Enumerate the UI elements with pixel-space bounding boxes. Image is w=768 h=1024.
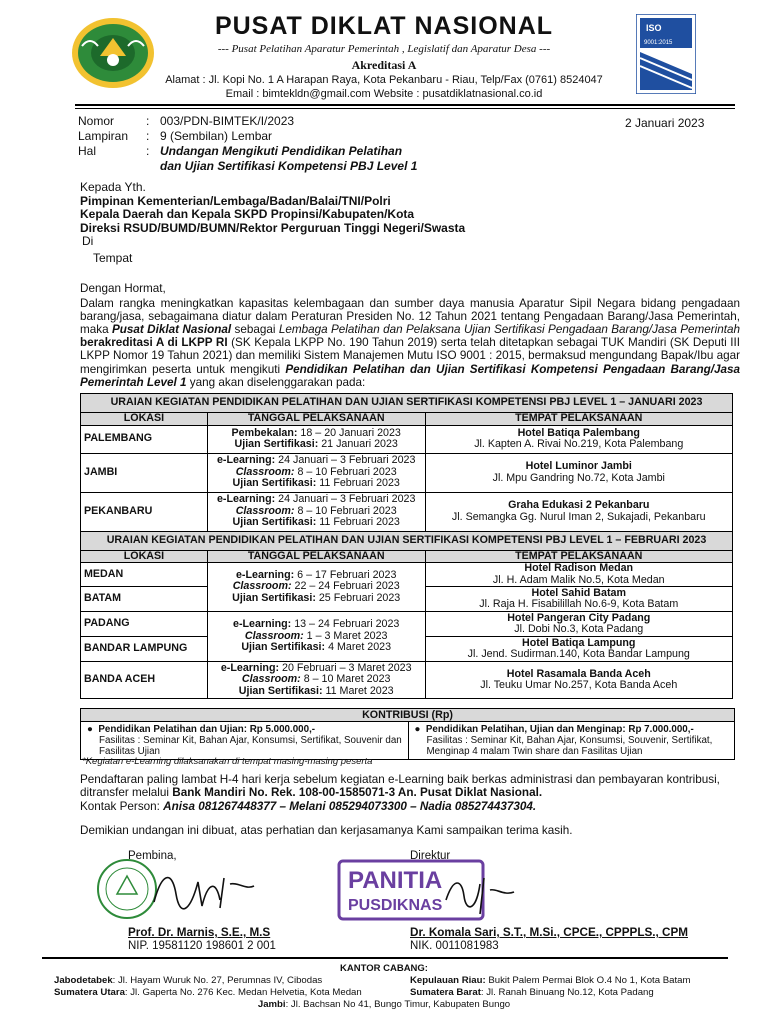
nomor-label: Nomor [78,114,115,128]
footer-divider [42,957,728,959]
branch-kepri: Kepulauan Riau: Bukit Palem Permai Blok O.4 No 1, Kota Batam [410,975,691,986]
hal-value: Undangan Mengikuti Pendidikan Pelatihan dan Ujian Sertifikasi Kompetensi PBJ Level 1 [160,144,418,173]
january-table-title: URAIAN KEGIATAN PENDIDIKAN PELATIHAN DAN UJIAN SERTIFIKASI KOMPETENSI PBJ LEVEL 1 – JANUARI 2023 [81,394,733,413]
table-row: JAMBI e-Learning: 24 Januari – 3 Februari 2023 Classroom: 8 – 10 Februari 2023 Ujian Sertifikasi: 11 Februari 2023 Hotel Luminor Jambi Jl. Mpu Gandring No.72, Kota Jambi [81,453,733,492]
lampiran-value: 9 (Sembilan) Lembar [160,129,273,143]
letter-date: 2 Januari 2023 [625,116,705,130]
contribution-title: KONTRIBUSI (Rp) [81,709,734,722]
branch-sumut: Sumatera Utara: Jl. Gaperta No. 276 Kec. Medan Helvetia, Kota Medan [54,987,362,998]
left-signatory-id: NIP. 19581120 198601 2 001 [128,940,276,952]
svg-text:9001:2015: 9001:2015 [644,40,673,46]
elearning-note: *Kegiatan e-Learning dilaksanakan di tempat masing-masing peserta [82,756,373,767]
letter-body [80,282,740,389]
bullet-icon: ● [87,724,99,735]
table-row: PADANG e-Learning: 13 – 24 Februari 2023 Classroom: 1 – 3 Maret 2023 Ujian Sertifikasi: 4 Maret 2023 Hotel Pangeran City Padang Jl. Dobi No.3, Kota Padang [81,612,733,637]
bullet-icon: ● [414,724,426,735]
table-row: PALEMBANG Pembekalan: 18 – 20 Januari 2023 Ujian Sertifikasi: 21 Januari 2023 Hotel Batiqa Palembang Jl. Kapten A. Rivai No.219, Kota Palembang [81,425,733,453]
branch-jabodetabek: Jabodetabek: Jl. Hayam Wuruk No. 27, Perumnas IV, Cibodas [54,975,323,986]
registration-paragraph: Pendaftaran paling lambat H-4 hari kerja sebelum kegiatan e-Learning baik berkas administrasi dan pembayaran kontribusi, ditransfer melalui Bank Mandiri No. Rek. 108-00-1585071-3 An. Pusat Diklat Nasional. Kontak Person: Anisa 081267448377 – Melani 085294073300 – Nadia 085274437304. [80,773,720,813]
letterhead-address: Alamat : Jl. Kopi No. 1 A Harapan Raya, Kota Pekanbaru - Riau, Telp/Fax (0761) 8524047 [165,74,603,86]
left-signatory-title: Pembina, [128,850,177,862]
letterhead-divider [75,104,735,106]
letterhead-title: PUSAT DIKLAT NASIONAL [214,12,554,40]
organization-seal [96,858,158,920]
right-signature [440,866,520,920]
body-paragraph: Dalam rangka meningkatkan kapasitas kelembagaan dan sumber daya manusia Aparatur Sipil Negara bidang pengadaan barang/jasa, sebagaimana diatur dalam Peraturan Presiden No. 12 Tahun 2021 tentang Pengadaan Barang/Jasa Pemerintah, maka Pusat Diklat Nasional sebagai Lembaga Pelatihan dan Pelaksana Ujian Sertifikasi Pengadaan Barang/Jasa Pemerintah berakreditasi A di LKPP RI (SK Kepala LKPP No. 190 Tahun 2019) serta telah ditetapkan sebagai TUK Mandiri (SK Deputi III LKPP Nomor 19 Tahun 2021) dan memiliki Sistem Manajemen Mutu ISO 9001 : 2015, bermaksud mengundang Bapak/Ibu agar mengirimkan peserta untuk mengikuti Pendidikan Pelatihan dan Ujian Sertifikasi Kompetensi Pengadaan Barang/Jasa Pemerintah Level 1 yang akan diselenggarakan pada: [80,297,741,389]
letterhead-divider-thin [75,108,735,109]
left-signature [150,862,260,918]
lampiran-label: Lampiran [78,129,129,143]
branch-sumbar: Sumatera Barat: Jl. Ranah Binuang No.12, Kota Padang [410,987,654,998]
letterhead-contact: Email : bimtekldn@gmail.com Website : pusatdiklatnasional.co.id [225,88,543,100]
right-signatory-title: Direktur [410,850,451,862]
accreditation-label: Akreditasi A [351,58,417,72]
table-row: BANDAR LAMPUNG Hotel Batiqa Lampung Jl. Jend. Sudirman.140, Kota Bandar Lampung [81,637,733,662]
right-signatory-name: Dr. Komala Sari, S.T., M.Si., CPCE., CPPPLS., CPM [410,926,688,939]
recipient-block: Kepada Yth. Pimpinan Kementerian/Lembaga/Badan/Balai/TNI/Polri Kepala Daerah dan Kepala SKPD Propinsi/Kabupaten/Kota Direksi RSUD/BUMD/BUMN/Rektor Perguruan Tinggi Negeri/Swasta Di Tempat [80,180,466,265]
contribution-option-stay: ● Pendidikan Pelatihan, Ujian dan Menginap: Rp 7.000.000,- Fasilitas : Seminar Kit, Bahan Ajar, Konsumsi, Souvenir, Sertifikat, Menginap 4 malam Twin share dan Fasilitas Ujian [408,722,735,759]
table-row: BANDA ACEH e-Learning: 20 Februari – 3 Maret 2023 Classroom: 8 – 10 Maret 2023 Ujian Sertifikasi: 11 Maret 2023 Hotel Rasamala Banda Aceh Jl. Teuku Umar No.257, Kota Banda Aceh [81,662,733,699]
closing-sentence: Demikian undangan ini dibuat, atas perhatian dan kerjasamanya Kami sampaikan terima kasih. [80,824,573,837]
svg-text:ISO: ISO [646,23,662,33]
nomor-value: 003/PDN-BIMTEK/I/2023 [160,114,295,128]
table-row: BATAM Hotel Sahid Batam Jl. Raja H. Fisabilillah No.6-9, Kota Batam [81,587,733,612]
svg-text:PUSDIKNAS: PUSDIKNAS [348,897,443,914]
left-signatory-name: Prof. Dr. Marnis, S.E., M.S [128,926,271,939]
table-row: MEDAN e-Learning: 6 – 17 Februari 2023 Classroom: 22 – 24 Februari 2023 Ujian Sertifikasi: 25 Februari 2023 Hotel Radison Medan Jl. H. Adam Malik No.5, Kota Medan [81,563,733,587]
february-table-title: URAIAN KEGIATAN PENDIDIKAN PELATIHAN DAN UJIAN SERTIFIKASI KOMPETENSI PBJ LEVEL 1 – FEBRUARI 2023 [81,531,733,550]
schedule-table: URAIAN KEGIATAN PENDIDIKAN PELATIHAN DAN UJIAN SERTIFIKASI KOMPETENSI PBJ LEVEL 1 – JANUARI 2023 LOKASI TANGGAL PELAKSANAAN TEMPAT PELAKSANAAN PALEMBANG Pembekalan: 18 – 20 Januari 2023 Ujian Sertifikasi: 21 Januari 2023 Hotel Batiqa Palembang Jl. Kapten A. Rivai No.219, Kota Palembang JAMBI e-Learning: 24 Januari – 3 Februari 2023 Classroom: 8 – 10 Februari 2023 Ujian Sertifikasi: 11 Februari 2023 Hotel Luminor Jambi Jl. Mpu Gandring No.72, Kota Jambi PEKANBARU e-Learning: 24 Januari – 3 Februari 2023 Classroom: 8 – 10 Februari 2023 Ujian Sertifikasi: 11 Februari 2023 Graha Edukasi 2 Pekanbaru Jl. Semangka Gg. Nurul Iman 2, Sukajadi, Pekanbaru URAIAN KEGIATAN PENDIDIKAN PELATIHAN DAN UJIAN SERTIFIKASI KOMPETENSI PBJ LEVEL 1 – FEBRUARI 2023 LOKASI TANGGAL PELAKSANAAN TEMPAT PELAKSANAAN MEDAN e-Learning: 6 – 17 Februari 2023 Classroom: 22 – 24 Februari 2023 Ujian Sertifikasi: 25 Februari 2023 Hotel Radison Medan Jl. H. Adam Malik No.5, Kota Medan BATAM Hotel Sahid Batam Jl. Raja H. Fisabilillah No.6-9, Kota Batam PADANG e-Learning: 13 – 24 Februari 2023 Classroom: 1 – 3 Maret 2023 Ujian Sertifikasi: 4 Maret 2023 Hotel Pangeran City Padang Jl. Dobi No.3, Kota Padang BANDAR LAMPUNG Hotel Batiqa Lampung Jl. Jend. Sudirman.140, Kota Bandar Lampung BANDA ACEH e-Learning: 20 Februari – 3 Maret 2023 Classroom: 8 – 10 Maret 2023 Ujian Sertifikasi: 11 Maret 2023 Hotel Rasamala Banda Aceh Jl. Teuku Umar No.257, Kota Banda Aceh [80,393,733,699]
branch-offices-title: KANTOR CABANG: [340,963,428,974]
hal-label: Hal [78,144,97,158]
letterhead-subtitle: --- Pusat Pelatihan Aparatur Pemerintah , Legislatif dan Aparatur Desa --- [217,43,551,55]
right-signatory-id: NIK. 0011081983 [410,940,499,952]
contribution-option-basic: ● Pendidikan Pelatihan dan Ujian: Rp 5.000.000,- Fasilitas : Seminar Kit, Bahan Ajar, Konsumsi, Sertifikat, Souvenir dan Fasilitas Ujian [87,724,402,757]
table-row: PEKANBARU e-Learning: 24 Januari – 3 Februari 2023 Classroom: 8 – 10 Februari 2023 Ujian Sertifikasi: 11 Februari 2023 Graha Edukasi 2 Pekanbaru Jl. Semangka Gg. Nurul Iman 2, Sukajadi, Pekanbaru [81,492,733,531]
salutation: Dengan Hormat, [80,282,166,295]
contribution-box [80,708,735,760]
branch-jambi: Jambi: Jl. Bachsan No 41, Bungo Timur, Kabupaten Bungo [257,999,511,1010]
svg-text:PANITIA: PANITIA [348,867,443,894]
letter-meta: Nomor : 003/PDN-BIMTEK/I/2023 Lampiran : 9 (Sembilan) Lembar Hal : Undangan Mengikuti Pendidikan Pelatihan dan Ujian Sertifikasi Kompetensi PBJ Level 1 [78,114,421,174]
